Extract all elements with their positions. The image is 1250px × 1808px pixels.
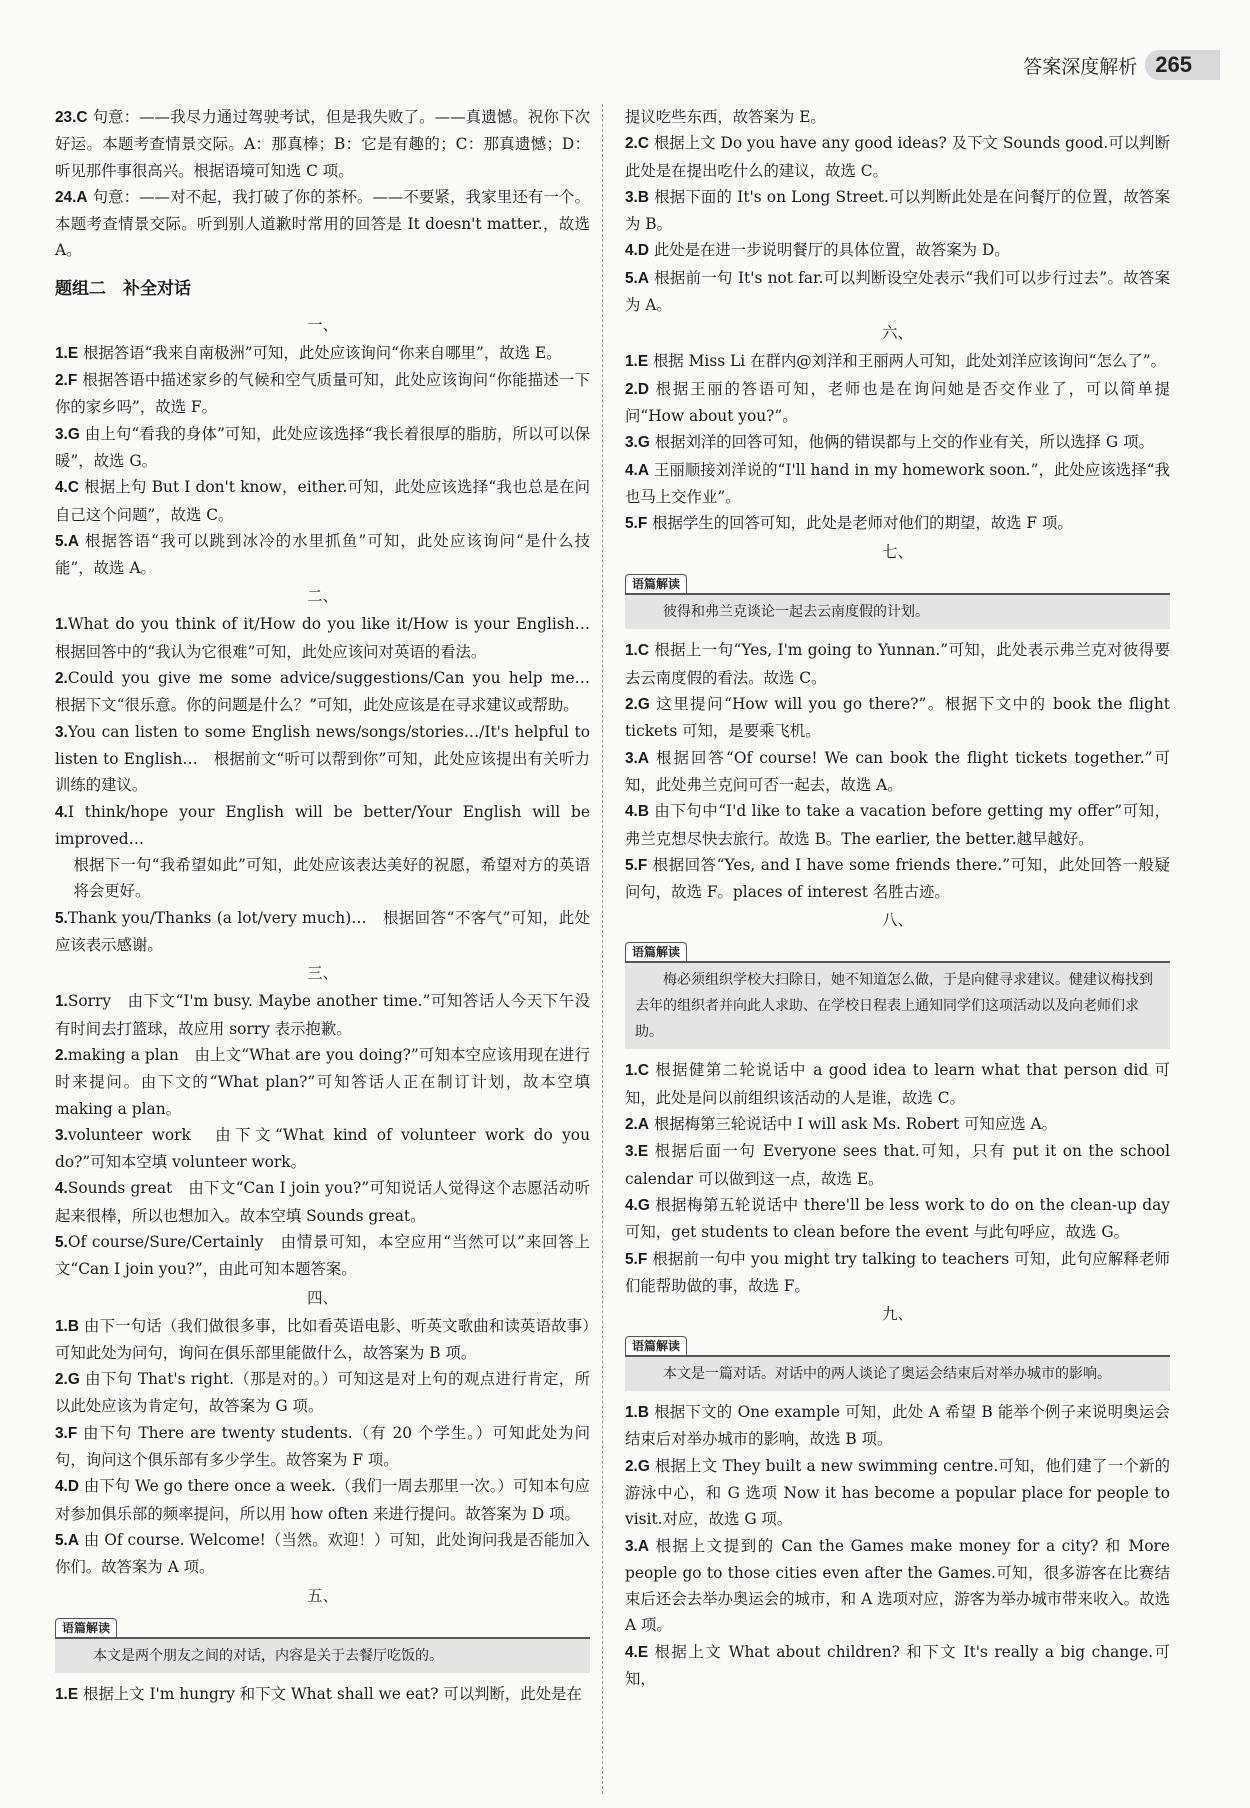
answer-number: 1.E: [625, 353, 649, 371]
answer-item: [55, 1527, 590, 1581]
subsection-number: 三、: [307, 964, 338, 983]
answer-number: 3.E: [625, 1143, 649, 1161]
answer-number: 2.G: [625, 696, 650, 714]
answer-item: [55, 1175, 590, 1229]
answer-item: [55, 1473, 590, 1527]
answer-item: [55, 1681, 590, 1708]
answer-item: [625, 1111, 1170, 1138]
answer-explanation: 根据回答“Yes, and I have some friends there.”可知，此处回答一般疑问句，故选 F。places of interest 名胜古迹。: [625, 855, 1170, 902]
answer-number: 3.: [55, 1126, 68, 1144]
answer-number: 4.D: [55, 1478, 79, 1496]
passage-text-content: 本文是两个朋友之间的对话，内容是关于去餐厅吃饭的。: [93, 1647, 443, 1664]
subsection-number: 二、: [307, 587, 338, 606]
answer-item: [55, 528, 590, 582]
answer-item: [625, 130, 1170, 184]
answer-number: 2.: [55, 1046, 68, 1064]
answer-item: [55, 1229, 590, 1283]
answer-item: [625, 1533, 1170, 1639]
answer-item: [55, 1122, 590, 1176]
answer-number: 2.G: [625, 1457, 650, 1475]
subsection-number: 一、: [307, 315, 338, 334]
answer-item: [625, 429, 1170, 456]
answer-explanation: 根据下面的 It's on Long Street.可以判断此处是在问餐厅的位置，故答案为 B。: [625, 187, 1170, 234]
answer-explanation: 根据前一句中 you might try talking to teachers 可知，此句应解释老师们能帮助做的事，故选 F。: [625, 1249, 1170, 1295]
answer-explanation: 根据刘洋的回答可知，他俩的错误都与上交的作业有关，所以选择 G 项。: [649, 433, 1154, 452]
subsection-number: 四、: [307, 1288, 338, 1307]
answer-number: 4.E: [625, 1643, 649, 1661]
answer-explanation: 由下句中“I'd like to take a vacation before getting my offer”可知，弗兰克想尽快去旅行。故选 B。The earlier, the better.越早越好。: [625, 802, 1170, 848]
answer-explanation: 根据上文 What about children? 和下文 It's really a big change.可知，: [625, 1642, 1170, 1689]
answer-number: 3.B: [625, 188, 649, 206]
answer-number: 4.G: [625, 1196, 650, 1214]
answer-number: 4.: [55, 1180, 68, 1198]
answer-item: [625, 798, 1170, 852]
answer-explanation: 根据 Miss Li 在群内@刘洋和王丽两人可知，此处刘洋应该询问“怎么了”。: [648, 352, 1166, 371]
subsection-number: 九、: [882, 1305, 913, 1324]
answer-number: 5.: [55, 909, 68, 927]
answer-number: 5.A: [55, 1531, 79, 1549]
answer-item: [625, 376, 1170, 430]
passage-text: [625, 593, 1170, 629]
answer-explanation: 由下句 That's right.（那是对的。）可知这是对上句的观点进行肯定，所以此处应该为肯定句，故答案为 G 项。: [55, 1370, 590, 1416]
answer-item: [55, 799, 590, 853]
answer-item: [625, 1639, 1170, 1693]
answer-number: 2.C: [625, 135, 649, 153]
answer-explanation: Thank you/Thanks (a lot/very much)… 根据回答“不客气”可知，此处应该表示感谢。: [55, 908, 590, 955]
answer-number: 5.: [55, 1233, 68, 1251]
answer-explanation: 根据上文 They built a new swimming centre.可知，他们建了一个新的游泳中心，和 G 选项 Now it has become a popular place for people to visit.对应，故选 G 项。: [625, 1456, 1170, 1529]
answer-number: 4.C: [55, 479, 79, 497]
answer-number: 4.: [55, 803, 68, 821]
answer-item: [55, 1366, 590, 1420]
answer-number: 4.D: [625, 242, 649, 260]
answer-item: [625, 1192, 1170, 1246]
answer-number: 3.G: [625, 434, 650, 452]
answer-explanation: Of course/Sure/Certainly 由情景可知，本空应用“当然可以”来回答上文“Can I join you?”，由此可知本题答案。: [55, 1232, 590, 1279]
answer-item: [625, 637, 1170, 691]
answer-explanation: 根据上文 I'm hungry 和下文 What shall we eat? 可以判断，此处是在: [78, 1684, 582, 1703]
answer-explanation: 根据回答“Of course! We can book the flight tickets together.”可知，此处弗兰克问可否一起去，故选 A。: [625, 748, 1170, 794]
answer-explanation: 根据答语“我可以跳到冰冷的水里抓鱼”可知，此处应该询问“是什么技能”，故选 A。: [55, 531, 590, 578]
answer-item: [55, 104, 590, 184]
answer-explanation: 由下句 There are twenty students.（有 20 个学生。）可知此处为问句，询问这个俱乐部有多少学生。故答案为 F 项。: [55, 1423, 590, 1470]
answer-item: [625, 691, 1170, 745]
answer-explanation: 根据上句 But I don't know，either.可知，此处应该选择“我也总是在问自己这个问题”，故选 C。: [55, 478, 590, 524]
answer-explanation: 根据前一句 It's not far.可以判断设空处表示“我们可以步行过去”。故答案为 A。: [625, 268, 1170, 315]
answer-continuation: 根据下一句“我希望如此”可知，此处应该表达美好的祝愿，希望对方的英语将会更好。: [73, 856, 590, 901]
right-column: [625, 104, 1170, 1692]
answer-number: 1.B: [55, 1317, 79, 1335]
answer-explanation: 根据下文的 One example 可知，此处 A 希望 B 能举个例子来说明奥运会结束后对举办城市的影响，故选 B 项。: [625, 1403, 1170, 1449]
subsection-number: 七、: [882, 543, 913, 562]
answer-number: 1.B: [625, 1404, 649, 1422]
answer-number: 23.C: [55, 109, 88, 126]
answer-explanation: 根据答语“我来自南极洲”可知，此处应该询问“你来自哪里”，故选 E。: [78, 343, 562, 362]
answer-item: [625, 457, 1170, 511]
subsection-number: 六、: [882, 324, 913, 343]
answer-number: 5.F: [625, 1250, 648, 1268]
answer-item: [55, 988, 590, 1042]
answer-explanation: 根据后面一句 Everyone sees that.可知，只有 put it on the school calendar 可以做到这一点，故选 E。: [625, 1142, 1170, 1188]
answer-number: 1.: [55, 616, 68, 634]
answer-number: 3.G: [55, 425, 80, 443]
answer-explanation: 王丽顺接刘洋说的“I'll hand in my homework soon.”，此处应该选择“我也马上交作业”。: [625, 460, 1170, 506]
passage-text-content: 本文是一篇对话。对话中的两人谈论了奥运会结束后对举办城市的影响。: [663, 1366, 1111, 1383]
page-header: [1023, 50, 1220, 80]
answer-item: [55, 611, 606, 665]
answer-explanation: 此处是在进一步说明餐厅的具体位置，故答案为 D。: [648, 241, 1010, 260]
answer-number: 1.E: [55, 344, 79, 362]
passage-text-content: 彼得和弗兰克谈论一起去云南度假的计划。: [663, 604, 929, 621]
passage-summary: [55, 1617, 590, 1673]
passage-badge: 语篇解读: [625, 1336, 687, 1355]
answer-item: [55, 719, 590, 799]
answer-explanation: 根据梅第五轮说话中 there'll be less work to do on the clean-up day 可知，get students to clean before the event 与此句呼应，故选 G。: [625, 1195, 1170, 1242]
answer-continuation: 提议吃些东西，故答案为 E。: [625, 108, 826, 126]
passage-badge: 语篇解读: [55, 1618, 117, 1637]
header-title: 答案深度解析: [1023, 55, 1138, 78]
answer-explanation: 根据学生的回答可知，此处是老师对他们的期望，故选 F 项。: [647, 514, 1073, 533]
answer-item: [625, 237, 1170, 264]
answer-number: 4.A: [625, 461, 649, 479]
answer-item: [625, 510, 1170, 537]
answer-explanation: 根据上文提到的 Can the Games make money for a city? 和 More people go to those cities even after the Games.可知，很多游客在比赛结束后还会去举办奥运会的城市，和 A 选项对应，游客为举办城市带来收入。故选 A 项。: [625, 1536, 1170, 1635]
answer-number: 5.F: [625, 856, 648, 874]
answer-number: 2.A: [625, 1116, 649, 1134]
answer-item: [625, 1057, 1170, 1111]
answer-explanation: volunteer work 由下文“What kind of volunteer work do you do?”可知本空填 volunteer work。: [55, 1125, 590, 1172]
answer-item: [55, 474, 590, 528]
answer-item: [625, 1138, 1170, 1192]
passage-summary: [625, 1335, 1170, 1391]
answer-explanation: 这里提问“How will you go there?”。根据下文中的 book the flight tickets 可知，是要乘飞机。: [625, 695, 1170, 741]
answer-item: [625, 745, 1170, 799]
answer-number: 1.C: [625, 1062, 649, 1080]
page-number: 265: [1145, 50, 1220, 80]
answer-explanation: 句意：——我尽力通过驾驶考试，但是我失败了。——真遗憾。祝你下次好运。本题考查情景交际。A：那真棒；B：它是有趣的；C：那真遗憾；D：听见那件事很高兴。根据语境可知选 C 项。: [55, 108, 590, 180]
answer-explanation: 句意：——对不起，我打破了你的茶杯。——不要紧，我家里还有一个。本题考查情景交际。听到别人道歉时常用的回答是 It doesn't matter.，故选 A。: [55, 187, 590, 260]
answer-explanation: Sorry 由下文“I'm busy. Maybe another time.”可知答话人今天下午没有时间去打篮球，故应用 sorry 表示抱歉。: [55, 992, 590, 1038]
passage-badge: 语篇解读: [625, 942, 687, 961]
answer-item: [55, 1420, 590, 1474]
answer-explanation: What do you think of it/How do you like it/How is your English… 根据回答中的“我认为它很难”可知，此处应该问对英语的看法。: [55, 615, 606, 661]
answer-item: [55, 184, 590, 264]
answer-item: [625, 1399, 1170, 1453]
answer-explanation: 根据王丽的答语可知，老师也是在询问她是否交作业了，可以简单提问“How about you?”。: [625, 379, 1170, 425]
answer-number: 1.: [55, 993, 68, 1011]
answer-number: 2.G: [55, 1371, 80, 1389]
answer-item: [625, 265, 1170, 319]
answer-explanation: Could you give me some advice/suggestions/Can you help me… 根据下文“很乐意。你的问题是什么？”可知，此处应该是在寻求建议或帮助。: [55, 669, 606, 715]
answer-explanation: 根据上文 Do you have any good ideas? 及下文 Sounds good.可以判断此处是在提出吃什么的建议，故选 C。: [625, 134, 1170, 180]
answer-item: [625, 184, 1170, 238]
answer-number: 2.D: [625, 380, 649, 398]
answer-number: 1.C: [625, 642, 649, 660]
answer-number: 4.B: [625, 803, 649, 821]
answer-number: 2.: [55, 670, 68, 688]
answer-item: [625, 1246, 1170, 1300]
answer-explanation: 根据答语中描述家乡的气候和空气质量可知，此处应该询问“你能描述一下你的家乡吗”，故选 F。: [55, 371, 590, 417]
answer-explanation: 由上句“看我的身体”可知，此处应该选择“我长着很厚的脂肪，所以可以保暖”，故选 G。: [55, 424, 590, 470]
answer-number: 5.A: [55, 532, 79, 550]
passage-summary: [625, 573, 1170, 629]
answer-item: [55, 905, 590, 959]
passage-badge: 语篇解读: [625, 574, 687, 593]
answer-explanation: 由 Of course. Welcome!（当然。欢迎！）可知，此处询问我是否能加入你们。故答案为 A 项。: [55, 1530, 590, 1577]
left-column: [55, 104, 606, 1708]
section-title: 题组二 补全对话: [55, 278, 191, 299]
answer-item: [55, 665, 606, 719]
passage-text: [625, 961, 1170, 1049]
answer-explanation: making a plan 由上文“What are you doing?”可知本空应该用现在进行时来提问。由下文的“What plan?”可知答话人正在制订计划，故本空填 making a plan。: [55, 1045, 590, 1118]
answer-number: 3.: [55, 723, 68, 741]
column-divider: [602, 104, 603, 1794]
answer-item: [625, 1453, 1170, 1533]
answer-explanation: 由下一句话（我们做很多事，比如看英语电影、听英文歌曲和读英语故事）可知此处为问句，询问在俱乐部里能做什么，故答案为 B 项。: [55, 1316, 590, 1362]
answer-item: [55, 367, 590, 421]
answer-explanation: 根据健第二轮说话中 a good idea to learn what that person did 可知，此处是问以前组织该活动的人是谁，故选 C。: [625, 1061, 1170, 1107]
answer-item: [55, 1042, 590, 1122]
answer-number: 24.A: [55, 188, 88, 206]
answer-explanation: You can listen to some English news/songs/stories…/It's helpful to listen to English… 根据前文“听可以帮到你”可知，此处应该提出有关听力训练的建议。: [55, 722, 590, 795]
answer-number: 3.A: [625, 749, 649, 767]
answer-explanation: 由下句 We go there once a week.（我们一周去那里一次。）可知本句应对参加俱乐部的频率提问，所以用 how often 来进行提问。故答案为 D 项。: [55, 1477, 590, 1523]
answer-number: 3.A: [625, 1537, 649, 1555]
answer-number: 2.F: [55, 372, 78, 390]
answer-number: 5.A: [625, 269, 649, 287]
subsection-number: 五、: [307, 1586, 338, 1605]
answer-item: [55, 340, 590, 367]
answer-item: [55, 1313, 590, 1367]
answer-number: 5.F: [625, 515, 648, 533]
passage-summary: [625, 941, 1170, 1049]
answer-item: [55, 421, 590, 475]
answer-number: 3.F: [55, 1424, 78, 1442]
passage-text: [55, 1637, 590, 1673]
passage-text-content: 梅必须组织学校大扫除日，她不知道怎么做，于是向健寻求建议。健建议梅找到去年的组织者并向此人求助、在学校日程表上通知同学们这项活动以及向老师们求助。: [635, 972, 1153, 1041]
answer-explanation: Sounds great 由下文“Can I join you?”可知说话人觉得这个志愿活动听起来很棒，所以也想加入。故本空填 Sounds great。: [55, 1179, 590, 1225]
answer-explanation: 根据梅第三轮说话中 I will ask Ms. Robert 可知应选 A。: [648, 1115, 1058, 1134]
passage-text: [625, 1355, 1170, 1391]
answer-item: [625, 348, 1170, 375]
answer-item: [625, 852, 1170, 906]
answer-number: 1.E: [55, 1685, 79, 1703]
subsection-number: 八、: [882, 911, 913, 930]
answer-explanation: I think/hope your English will be better/Your English will be improved…: [55, 802, 590, 848]
answer-explanation: 根据上一句“Yes, I'm going to Yunnan.”可知，此处表示弗兰克对彼得要去云南度假的看法。故选 C。: [625, 641, 1170, 687]
